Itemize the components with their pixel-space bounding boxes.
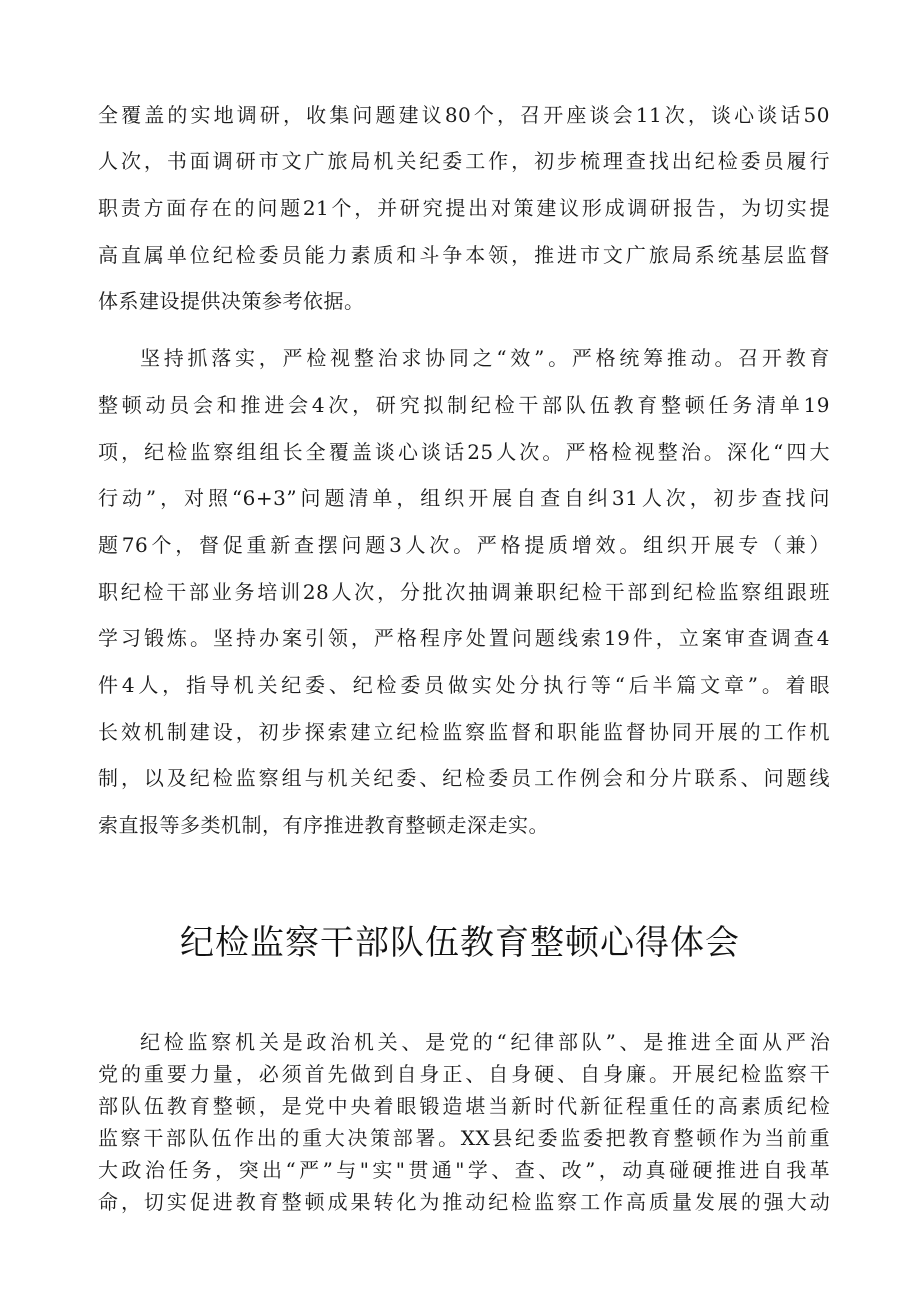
paragraph-line: 全覆盖的实地调研，收集问题建议80个，召开座谈会11次，谈心谈话50 bbox=[98, 103, 830, 127]
paragraph-line: 行动”，对照“6+3”问题清单，组织开展自查自纠31人次，初步查找问 bbox=[98, 486, 830, 510]
paragraph-line: 整顿动员会和推进会4次，研究拟制纪检干部队伍教育整顿任务清单19 bbox=[98, 393, 830, 417]
paragraph-line: 件4人，指导机关纪委、纪检委员做实处分执行等“后半篇文章”。着眼 bbox=[98, 673, 830, 697]
paragraph-line: 制，以及纪检监察组与机关纪委、纪检委员工作例会和分片联系、问题线 bbox=[98, 766, 830, 790]
paragraph-line: 项，纪检监察组组长全覆盖谈心谈话25人次。严格检视整治。深化“四大 bbox=[98, 440, 830, 464]
paragraph-line: 长效机制建设，初步探索建立纪检监察监督和职能监督协同开展的工作机 bbox=[98, 720, 830, 744]
paragraph-line: 党的重要力量，必须首先做到自身正、自身硬、自身廉。开展纪检监察干 bbox=[98, 1062, 830, 1086]
paragraph-line: 学习锻炼。坚持办案引领，严格程序处置问题线索19件，立案审查调查4 bbox=[98, 626, 830, 650]
paragraph-line: 索直报等多类机制，有序推进教育整顿走深走实。 bbox=[98, 813, 549, 837]
paragraph-line: 体系建设提供决策参考依据。 bbox=[98, 289, 365, 313]
paragraph-line: 职责方面存在的问题21个，并研究提出对策建议形成调研报告，为切实提 bbox=[98, 196, 830, 220]
paragraph-line: 人次，书面调研市文广旅局机关纪委工作，初步梳理查找出纪检委员履行 bbox=[98, 149, 830, 173]
paragraph-line: 大政治任务，突出“严”与"实"贯通"学、查、改”，动真碰硬推进自我革 bbox=[98, 1158, 830, 1182]
paragraph-line: 纪检监察机关是政治机关、是党的“纪律部队”、是推进全面从严治 bbox=[140, 1030, 830, 1054]
paragraph-line: 题76个，督促重新查摆问题3人次。严格提质增效。组织开展专（兼） bbox=[98, 533, 830, 557]
paragraph-line: 命，切实促进教育整顿成果转化为推动纪检监察工作高质量发展的强大动 bbox=[98, 1190, 830, 1214]
paragraph-line: 高直属单位纪检委员能力素质和斗争本领，推进市文广旅局系统基层监督 bbox=[98, 243, 830, 267]
paragraph-line: 职纪检干部业务培训28人次，分批次抽调兼职纪检干部到纪检监察组跟班 bbox=[98, 580, 830, 604]
paragraph-line: 部队伍教育整顿，是党中央着眼锻造堪当新时代新征程重任的高素质纪检 bbox=[98, 1094, 830, 1118]
paragraph-line: 坚持抓落实，严检视整治求协同之“效”。严格统筹推动。召开教育 bbox=[140, 346, 830, 370]
article-title: 纪检监察干部队伍教育整顿心得体会 bbox=[180, 923, 740, 963]
paragraph-line: 监察干部队伍作出的重大决策部署。XX县纪委监委把教育整顿作为当前重 bbox=[98, 1126, 830, 1150]
